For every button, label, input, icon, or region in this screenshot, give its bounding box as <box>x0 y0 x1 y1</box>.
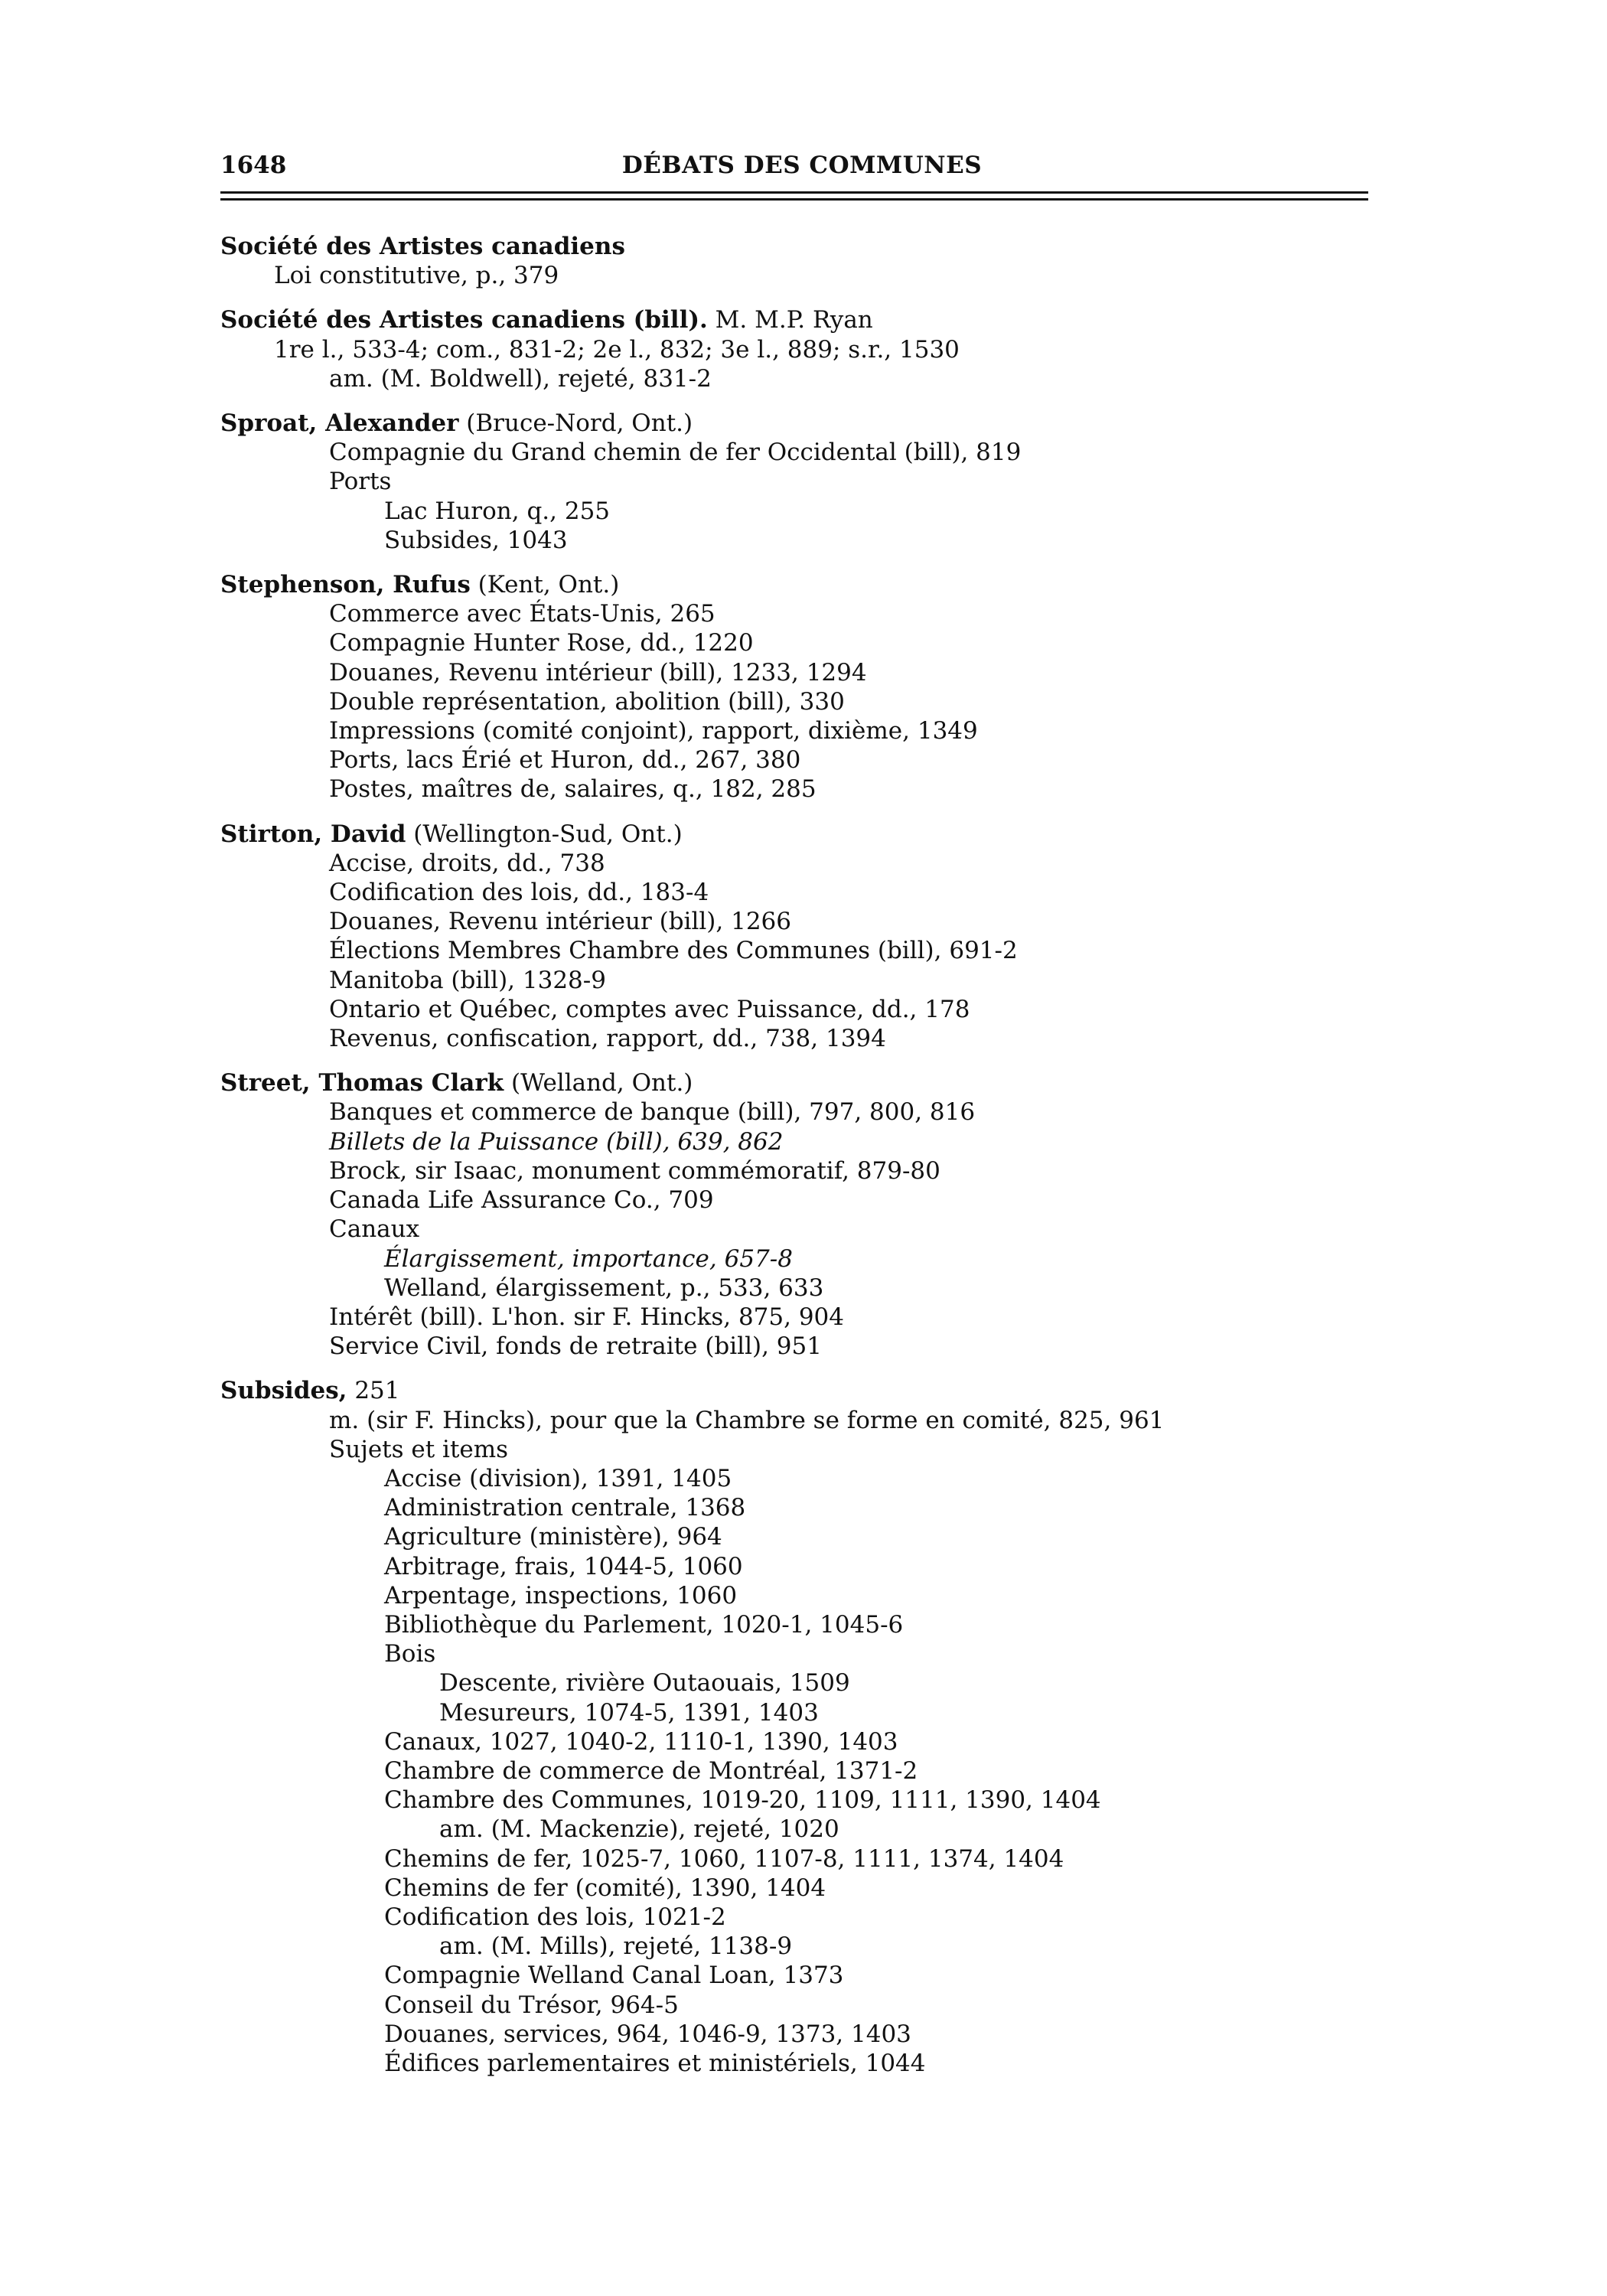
entry-heading: Street, Thomas Clark <box>220 1069 504 1097</box>
entry-heading: Stephenson, Rufus <box>220 571 471 599</box>
index-subentry: Lac Huron, q., 255 <box>384 497 611 525</box>
index-subentry: Douanes, Revenu intérieur (bill), 1233, 1294 <box>329 658 867 687</box>
index-subentry: Descente, rivière Outaouais, 1509 <box>439 1669 850 1698</box>
entry-heading: Sproat, Alexander <box>220 409 459 438</box>
index-subentry: Revenus, confiscation, rapport, dd., 738, 1394 <box>329 1025 886 1053</box>
entry-heading: Subsides, <box>220 1377 347 1405</box>
index-subentry: Douanes, Revenu intérieur (bill), 1266 <box>329 908 792 936</box>
header-rule-top <box>220 191 1368 194</box>
index-entry <box>220 1068 1368 1361</box>
index-subentry: Impressions (comité conjoint), rapport, dixième, 1349 <box>329 717 978 745</box>
index-subentry: Bibliothèque du Parlement, 1020-1, 1045-6 <box>384 1610 904 1639</box>
entry-heading-detail: (Welland, Ont.) <box>504 1069 693 1097</box>
index-subentry: Canada Life Assurance Co., 709 <box>329 1186 714 1215</box>
index-subentry: Arbitrage, frais, 1044-5, 1060 <box>384 1552 743 1580</box>
entry-heading-line <box>220 232 1368 261</box>
index-subentry: Conseil du Trésor, 964-5 <box>384 1991 679 2019</box>
index-subentry: Ports, lacs Érié et Huron, dd., 267, 380 <box>329 746 801 775</box>
index-subentry: Sujets et items <box>329 1435 509 1463</box>
index-subentry: Douanes, services, 964, 1046-9, 1373, 1403 <box>384 2020 911 2048</box>
entry-heading-detail: (Bruce-Nord, Ont.) <box>458 409 693 438</box>
entry-heading-line <box>220 570 1368 599</box>
header-rule-bottom <box>220 198 1368 201</box>
index-subentry: Accise, droits, dd., 738 <box>329 849 605 877</box>
index-subentry: Billets de la Puissance (bill), 639, 862 <box>329 1127 784 1156</box>
index-subentry: Accise (division), 1391, 1405 <box>384 1464 732 1492</box>
index-subentry: Subsides, 1043 <box>384 526 568 554</box>
page-number: 1648 <box>220 152 287 179</box>
index-subentry: Chambre des Communes, 1019-20, 1109, 1111, 1390, 1404 <box>384 1786 1101 1815</box>
entry-heading-detail: 251 <box>347 1377 400 1405</box>
index-entry <box>220 1376 1368 2078</box>
index-subentry: Commerce avec États-Unis, 265 <box>329 600 715 628</box>
index-entry <box>220 820 1368 1054</box>
index-subentry: Administration centrale, 1368 <box>384 1494 746 1522</box>
entry-heading-detail: (Kent, Ont.) <box>470 571 620 599</box>
index-subentry: Compagnie Welland Canal Loan, 1373 <box>384 1962 844 1990</box>
index-subentry: Compagnie du Grand chemin de fer Occidental (bill), 819 <box>329 439 1022 467</box>
index-entry <box>220 409 1368 555</box>
index-subentry: Mesureurs, 1074-5, 1391, 1403 <box>439 1698 819 1727</box>
entry-heading: Stirton, David <box>220 820 406 848</box>
index-subentry: Chemins de fer, 1025-7, 1060, 1107-8, 1111, 1374, 1404 <box>384 1844 1064 1873</box>
index-entry <box>220 305 1368 393</box>
index-subentry: m. (sir F. Hincks), pour que la Chambre se forme en comité, 825, 961 <box>329 1406 1165 1434</box>
index-subentry: Arpentage, inspections, 1060 <box>384 1581 738 1609</box>
entry-heading-line <box>220 1068 1368 1097</box>
index-subentry: Élections Membres Chambre des Communes (bill), 691-2 <box>329 937 1018 965</box>
entry-heading-line <box>220 305 1368 334</box>
index-subentry: Banques et commerce de banque (bill), 797, 800, 816 <box>329 1098 976 1127</box>
index-subentry: Bois <box>384 1640 436 1668</box>
index-subentry: Postes, maîtres de, salaires, q., 182, 285 <box>329 775 817 804</box>
index-subentry: Codification des lois, dd., 183-4 <box>329 879 709 907</box>
running-title: DÉBATS DES COMMUNES <box>621 152 983 179</box>
index-subentry: Double représentation, abolition (bill), 330 <box>329 687 845 716</box>
index-subentry: Chemins de fer (comité), 1390, 1404 <box>384 1874 826 1902</box>
index-subentry: Agriculture (ministère), 964 <box>384 1523 722 1551</box>
index-subentry: Édifices parlementaires et ministériels, 1044 <box>384 2049 926 2077</box>
index-subentry: Codification des lois, 1021-2 <box>384 1903 726 1931</box>
index-entry <box>220 232 1368 290</box>
entry-heading: Société des Artistes canadiens (bill). <box>220 306 708 334</box>
index-subentry: Brock, sir Isaac, monument commémoratif, 879-80 <box>329 1156 940 1185</box>
entry-heading-line <box>220 820 1368 849</box>
index-subentry: Service Civil, fonds de retraite (bill), 951 <box>329 1332 822 1361</box>
index-subentry: Manitoba (bill), 1328-9 <box>329 966 606 994</box>
index-subentry: Intérêt (bill). L'hon. sir F. Hincks, 875, 904 <box>329 1303 844 1331</box>
page-header <box>220 145 1368 191</box>
index-subentry: Compagnie Hunter Rose, dd., 1220 <box>329 629 754 657</box>
entry-heading-line <box>220 1376 1368 1405</box>
index-subentry: Élargissement, importance, 657-8 <box>384 1244 793 1273</box>
entry-heading-detail: M. M.P. Ryan <box>707 306 873 334</box>
index-subentry: 1re l., 533-4; com., 831-2; 2e l., 832; 3e l., 889; s.r., 1530 <box>274 335 960 364</box>
index-subentry: am. (M. Mackenzie), rejeté, 1020 <box>439 1815 839 1844</box>
index-subentry: am. (M. Mills), rejeté, 1138-9 <box>439 1932 793 1961</box>
index-subentry: Ports <box>329 468 392 496</box>
index-entry <box>220 570 1368 804</box>
index-body <box>220 232 1368 2093</box>
entry-heading-detail: (Wellington-Sud, Ont.) <box>406 820 683 848</box>
entry-heading: Société des Artistes canadiens <box>220 233 625 260</box>
index-subentry: Canaux, 1027, 1040-2, 1110-1, 1390, 1403 <box>384 1727 898 1756</box>
index-subentry: Ontario et Québec, comptes avec Puissance, dd., 178 <box>329 995 970 1023</box>
index-subentry: Welland, élargissement, p., 533, 633 <box>384 1274 824 1302</box>
index-subentry: Canaux <box>329 1215 420 1244</box>
entry-heading-line <box>220 409 1368 438</box>
index-subentry: am. (M. Boldwell), rejeté, 831-2 <box>329 364 712 393</box>
index-subentry: Loi constitutive, p., 379 <box>274 262 559 290</box>
index-subentry: Chambre de commerce de Montréal, 1371-2 <box>384 1756 918 1785</box>
